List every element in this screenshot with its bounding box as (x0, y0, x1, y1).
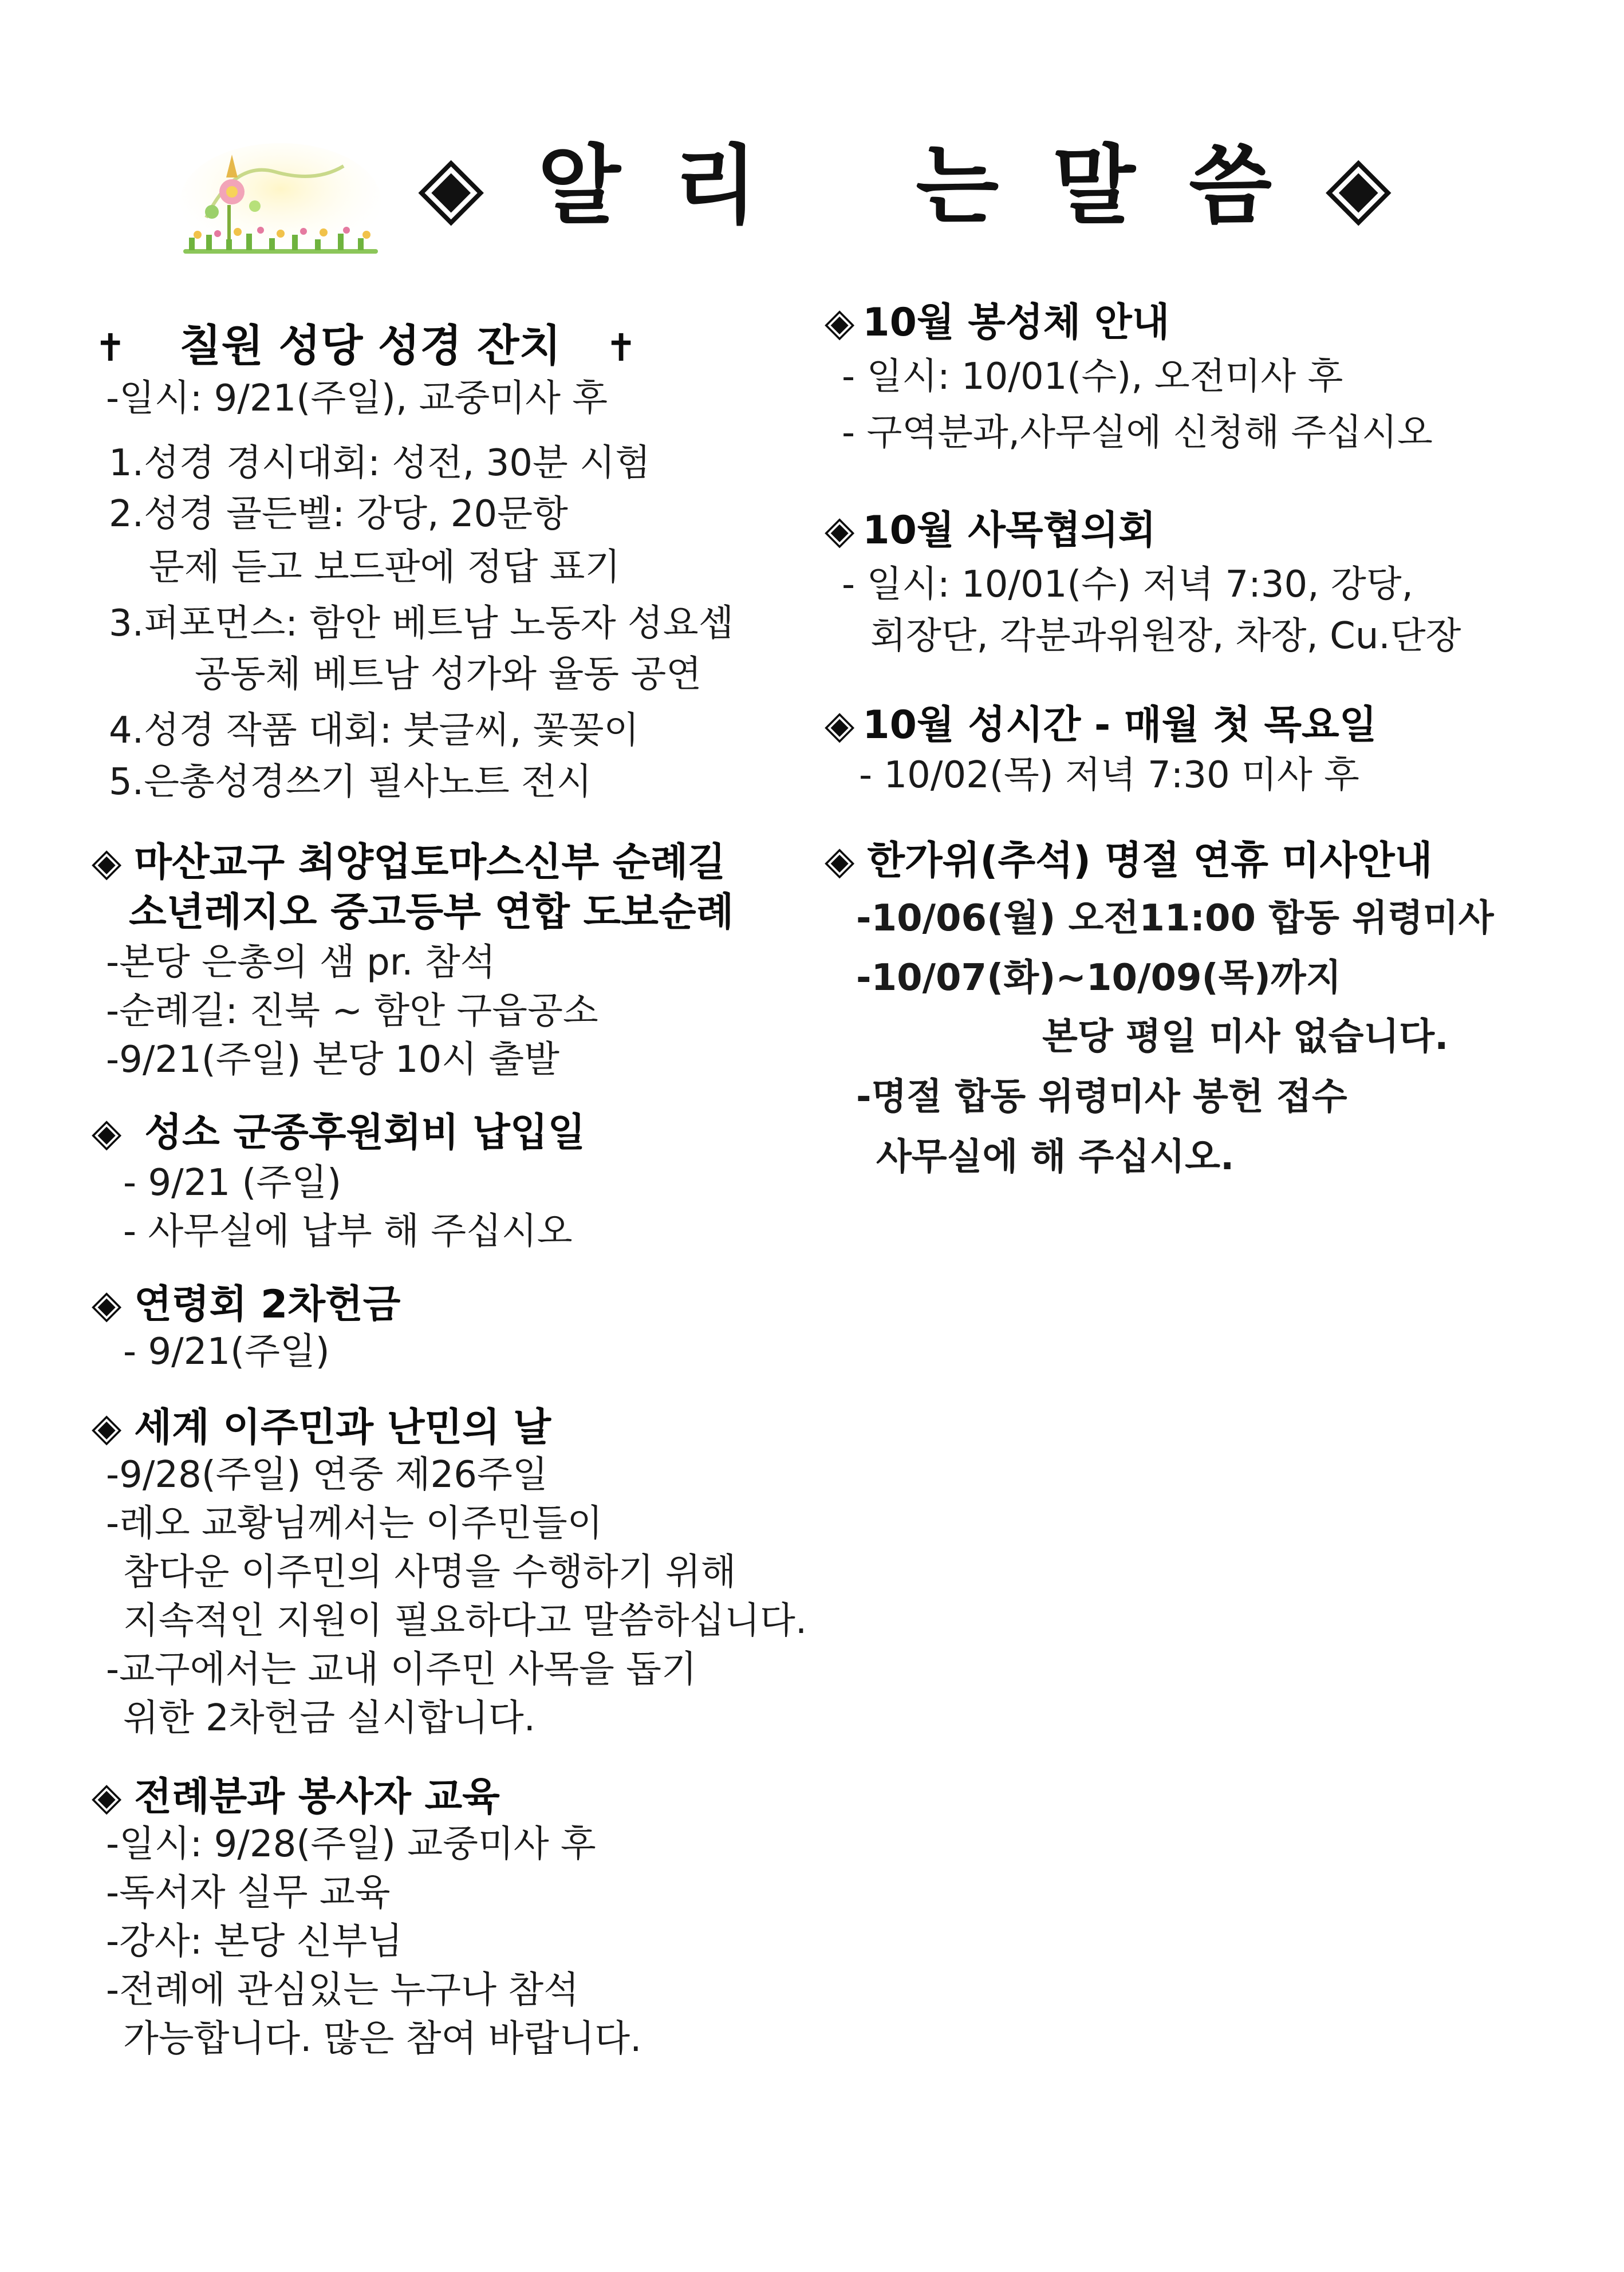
chuseok-mass-title: 한가위(추석) 명절 연휴 미사안내 (867, 838, 1433, 883)
list-item: -교구에서는 교내 이주민 사목을 돕기 (106, 1648, 697, 1691)
decorative-logo-illustration (172, 137, 389, 275)
list-item: - 일시: 10/01(수) 저녁 7:30, 강당, (842, 563, 1413, 606)
liturgy-training-heading (92, 1775, 500, 1820)
diamond-left-icon: ◈ (418, 136, 484, 236)
pastoral-council-title: 10월 사목협의회 (862, 508, 1156, 553)
migrants-day-heading (92, 1406, 551, 1450)
list-item: 가능합니다. 많은 참여 바랍니다. (123, 2018, 642, 2060)
list-item: -9/28(주일) 연중 제26주일 (106, 1454, 548, 1496)
list-item: 2.성경 골든벨: 강당, 20문항 (109, 493, 568, 535)
list-item: 사무실에 해 주십시오. (876, 1136, 1235, 1178)
list-item: - 구역분과,사무실에 신청해 주십시오 (842, 412, 1433, 454)
cross-icon: ✝ (94, 326, 127, 370)
list-item: - 사무실에 납부 해 주십시오 (123, 1210, 573, 1253)
diamond-bullet-icon: ◈ (825, 300, 855, 345)
vocation-fund-heading (92, 1111, 585, 1155)
holy-hour-title: 10월 성시간 - 매월 첫 목요일 (862, 703, 1377, 748)
list-item: -일시: 9/28(주일) 교중미사 후 (106, 1823, 596, 1865)
list-item: 3.퍼포먼스: 함안 베트남 노동자 성요셉 (109, 602, 734, 645)
diamond-right-icon: ◈ (1325, 136, 1392, 236)
list-item: -10/07(화)~10/09(목)까지 (856, 957, 1342, 999)
bible-festival-heading (94, 321, 637, 370)
diamond-bullet-icon: ◈ (92, 1110, 122, 1155)
funeral-collection-title: 연령회 2차헌금 (134, 1282, 401, 1327)
list-item: - 9/21(주일) (123, 1331, 330, 1373)
title-char-4: 말 (1052, 136, 1136, 236)
list-item: - 10/02(목) 저녁 7:30 미사 후 (859, 754, 1359, 796)
pilgrimage-subtitle: 소년레지오 중고등부 연합 도보순례 (129, 890, 734, 935)
cross-icon: ✝ (605, 326, 637, 370)
pastoral-council-heading (825, 508, 1156, 553)
pilgrimage-heading (92, 841, 726, 885)
pilgrimage-title: 마산교구 최양업토마스신부 순례길 (134, 840, 726, 885)
list-item: -전례에 관심있는 누구나 참석 (106, 1969, 580, 2011)
list-item: 위한 2차헌금 실시합니다. (123, 1697, 535, 1740)
communion-visit-heading (825, 301, 1169, 345)
list-item: -일시: 9/21(주일), 교중미사 후 (106, 377, 608, 420)
list-item: -10/06(월) 오전11:00 합동 위령미사 (856, 897, 1494, 940)
diamond-bullet-icon: ◈ (92, 1405, 122, 1450)
list-item: -강사: 본당 신부님 (106, 1920, 403, 1963)
chuseok-mass-heading (825, 839, 1432, 883)
page-title (418, 129, 1392, 243)
list-item: 본당 평일 미사 없습니다. (1042, 1016, 1449, 1058)
holy-hour-heading (825, 703, 1377, 748)
list-item: -독서자 실무 교육 (106, 1872, 391, 1914)
diamond-bullet-icon: ◈ (825, 703, 855, 748)
list-item: 문제 듣고 보드판에 정답 표기 (149, 546, 621, 589)
title-char-2: 리 (674, 136, 758, 236)
list-item: 참다운 이주민의 사명을 수행하기 위해 (123, 1551, 736, 1593)
list-item: 지속적인 지원이 필요하다고 말씀하십니다. (123, 1600, 807, 1642)
list-item: - 일시: 10/01(수), 오전미사 후 (842, 356, 1343, 398)
list-item: - 9/21 (주일) (123, 1162, 342, 1204)
diamond-bullet-icon: ◈ (825, 838, 855, 883)
list-item: -본당 은총의 샘 pr. 참석 (106, 941, 496, 984)
title-char-3: 는 (916, 136, 999, 236)
migrants-day-title: 세계 이주민과 난민의 날 (134, 1405, 551, 1450)
list-item: -명절 합동 위령미사 봉헌 접수 (856, 1076, 1347, 1118)
list-item: -레오 교황님께서는 이주민들이 (106, 1502, 603, 1545)
title-char-5: 씀 (1189, 136, 1272, 236)
diamond-bullet-icon: ◈ (92, 1774, 122, 1820)
list-item: -순례길: 진북 ~ 함안 구읍공소 (106, 990, 598, 1032)
list-item: 5.은총성경쓰기 필사노트 전시 (109, 761, 592, 803)
list-item: 공동체 베트남 성가와 율동 공연 (195, 653, 702, 696)
liturgy-training-title: 전례분과 봉사자 교육 (134, 1774, 500, 1820)
diamond-bullet-icon: ◈ (92, 1282, 122, 1327)
communion-visit-title: 10월 봉성체 안내 (862, 300, 1170, 345)
title-char-1: 알 (537, 136, 621, 236)
bible-festival-title: 칠원 성당 성경 잔치 (179, 320, 561, 371)
list-item: -9/21(주일) 본당 10시 출발 (106, 1039, 559, 1081)
list-item: 1.성경 경시대회: 성전, 30분 시험 (109, 442, 651, 484)
diamond-bullet-icon: ◈ (92, 840, 122, 885)
vocation-fund-title: 성소 군종후원회비 납입일 (144, 1110, 586, 1155)
funeral-collection-heading (92, 1283, 400, 1327)
list-item: 4.성경 작품 대회: 붓글씨, 꽃꽂이 (109, 709, 640, 752)
diamond-bullet-icon: ◈ (825, 508, 855, 553)
list-item: 회장단, 각분과위원장, 차장, Cu.단장 (870, 615, 1461, 657)
